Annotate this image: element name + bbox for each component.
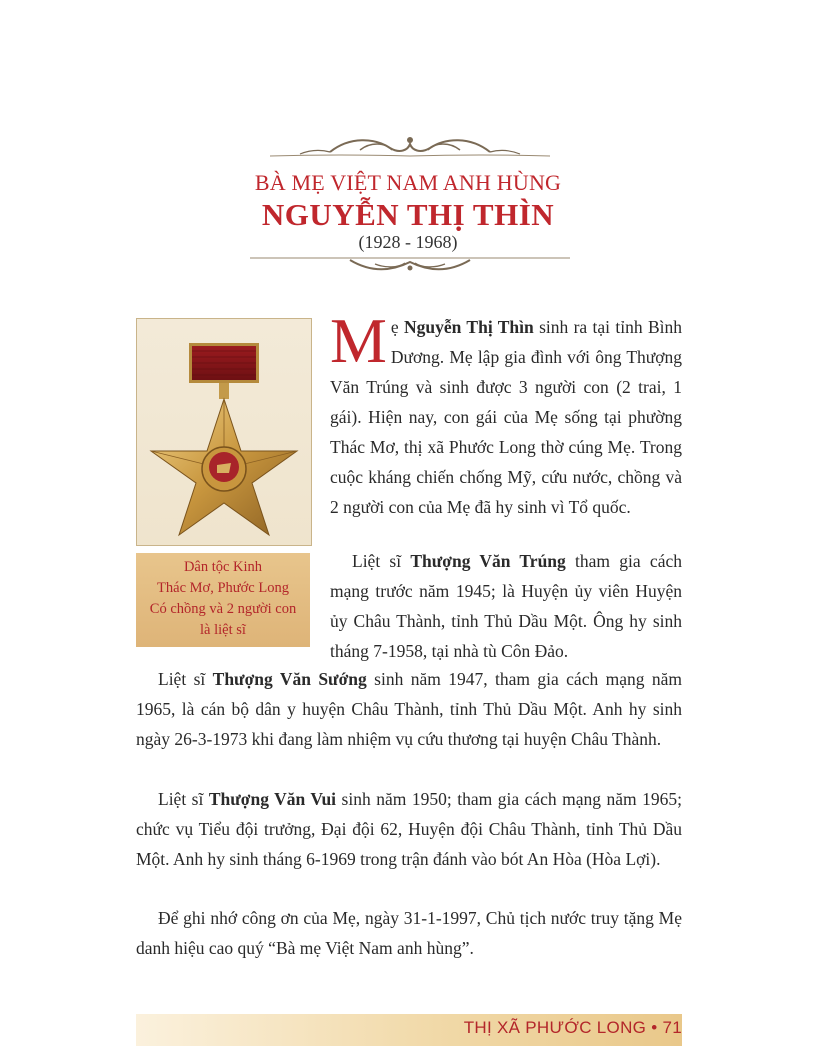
paragraph-honor: Để ghi nhớ công ơn của Mẹ, ngày 31-1-1997, Chủ tịch nước truy tặng Mẹ danh hiệu cao quý “Bà mẹ Việt Nam anh hùng”. [136, 908, 682, 958]
paragraph-bold-name: Nguyễn Thị Thìn [404, 317, 534, 337]
heading-years: (1928 - 1968) [358, 232, 458, 252]
paragraph-text: Liệt sĩ [158, 669, 213, 689]
paragraph-text: Liệt sĩ [158, 789, 209, 809]
caption-line: là liệt sĩ [200, 622, 246, 638]
paragraph-text: ẹ [390, 317, 405, 337]
paragraph-bold-name: Thượng Văn Vui [208, 789, 337, 809]
paragraph-son-2 [136, 784, 682, 874]
medal-image [136, 318, 312, 546]
paragraph-text: tham gia cách mạng trước năm 1945; là Huyện ủy viên Huyện ủy Châu Thành, tỉnh Thủ Dầu Một. Ông hy sinh tháng 7-1958, tại nhà tù Côn Đảo. [330, 551, 682, 661]
paragraph-text: sinh năm 1947, tham gia cách mạng năm 1965, là cán bộ dân y huyện Châu Thành, tỉnh Thủ Dầu Một. Anh hy sinh ngày 26-3-1973 khi đang làm nhiệm vụ cứu thương tại huyện Châu Thành. [136, 669, 683, 749]
hero-gold-star-medal-icon [137, 319, 311, 545]
footer-page-label: THỊ XÃ PHƯỚC LONG • 71 [463, 1018, 682, 1037]
heading-name: NGUYỄN THỊ THÌN [261, 197, 555, 232]
caption-line: Thác Mơ, Phước Long [157, 580, 289, 596]
paragraph-text: Liệt sĩ [352, 551, 411, 571]
paragraph-text: sinh ra tại tỉnh Bình Dương. Mẹ lập gia đình với ông Thượng Văn Trúng và sinh được 3 người con (2 trai, 1 gái). Hiện nay, con gái của Mẹ sống tại phường Thác Mơ, thị xã Phước Long thờ cúng Mẹ. Trong cuộc kháng chiến chống Mỹ, cứu nước, chồng và 2 người con của Mẹ đã hy sinh vì Tổ quốc. [330, 317, 682, 517]
heading-subtitle: BÀ MẸ VIỆT NAM ANH HÙNG [254, 170, 562, 195]
ornament-bottom-icon [240, 250, 580, 274]
paragraph-text: sinh năm 1950; tham gia cách mạng năm 1965; chức vụ Tiểu đội trưởng, Đại đội 62, Huyện đội Châu Thành, tỉnh Thủ Dầu Một. Anh hy sinh tháng 6-1969 trong trận đánh vào bót An Hòa (Hòa Lợi). [136, 789, 682, 869]
medal-caption [136, 553, 310, 647]
paragraph-husband [330, 546, 682, 666]
ornament-top-icon [240, 130, 580, 160]
paragraph-son-1 [136, 664, 682, 754]
paragraph-intro [330, 305, 682, 522]
caption-line: Có chồng và 2 người con [149, 601, 297, 617]
caption-line: Dân tộc Kinh [183, 559, 263, 575]
paragraph-bold-name: Thượng Văn Sướng [212, 669, 367, 689]
drop-cap: M [330, 305, 387, 376]
paragraph-bold-name: Thượng Văn Trúng [410, 551, 566, 571]
